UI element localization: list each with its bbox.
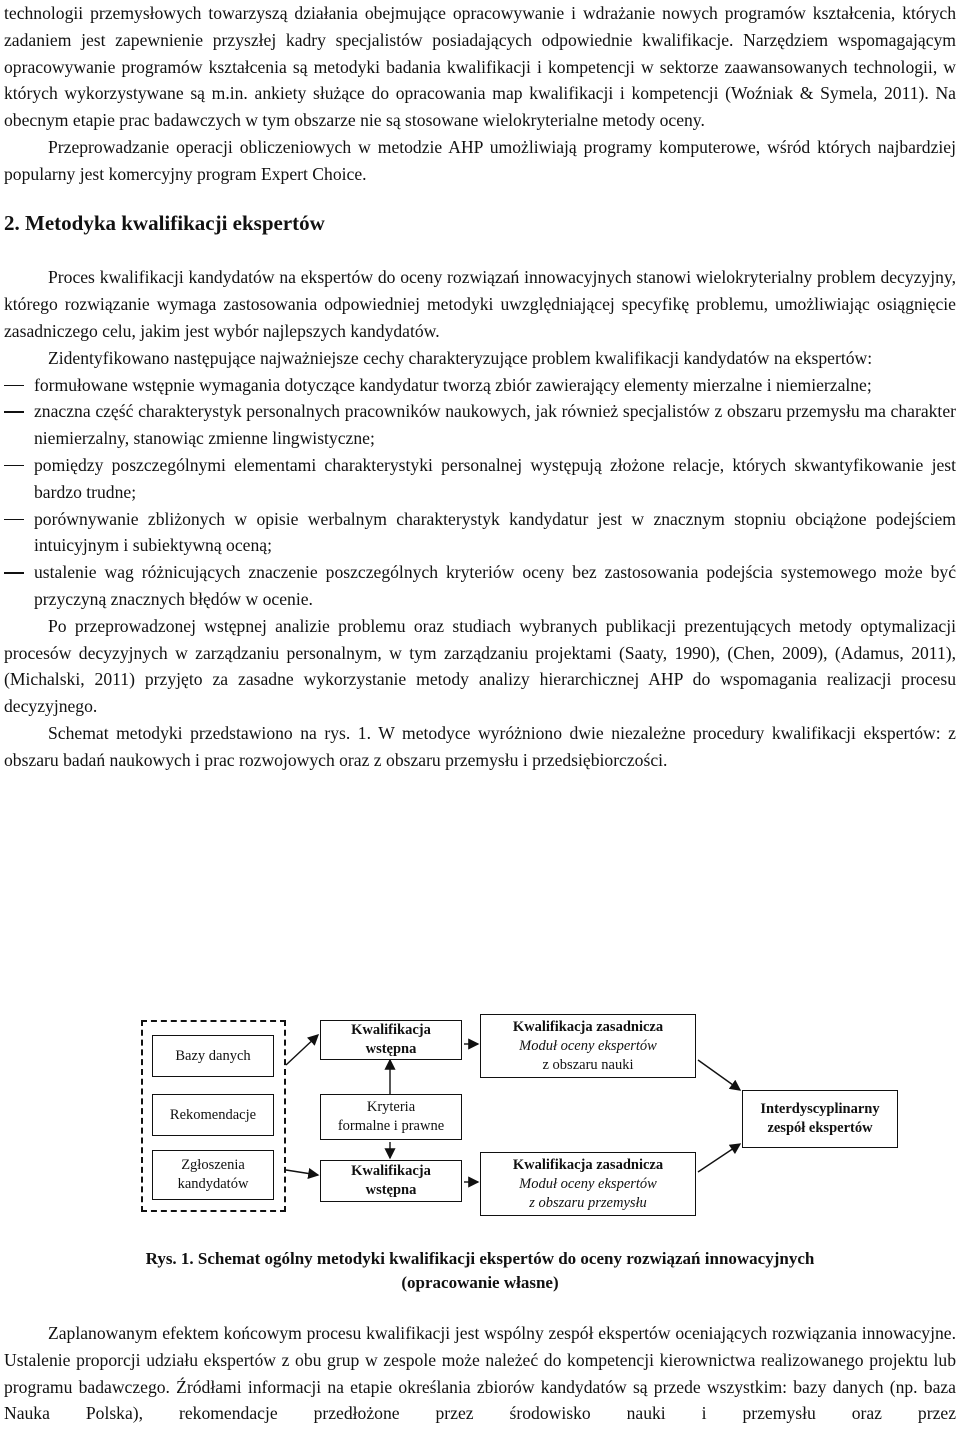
- box-kryteria: [320, 1094, 462, 1140]
- box-label: Kwalifikacja: [351, 1022, 431, 1038]
- box-label: Rekomendacje: [169, 1106, 257, 1123]
- box-zespol-ekspertow: [742, 1090, 898, 1148]
- box-title: Kwalifikacja zasadnicza: [512, 1018, 664, 1035]
- box-subtitle: Moduł oceny ekspertów: [519, 1175, 657, 1192]
- paragraph-po: Po przeprowadzonej wstępnej analizie problemu oraz studiach wybranych publikacji prezentujących metody optymalizacji procesów decyzyjnych w zarządzaniu personalnym, w tym zarządzaniu projektami (Saaty, 1990), (Chen, 2009), (Adamus, 2011), (Michalski, 2011) przyjęto za zasadne wykorzystanie metody analizy hierarchicznej AHP do wspomagania realizacji procesu decyzyjnego.: [4, 615, 956, 717]
- box-label: Interdyscyplinarny: [760, 1101, 880, 1117]
- box-subtitle: Moduł oceny ekspertów: [519, 1037, 657, 1054]
- box-label: Kwalifikacja: [351, 1163, 431, 1179]
- paragraph-ahp: Przeprowadzanie operacji obliczeniowych w metodzie AHP umożliwiają programy komputerowe, wśród których najbardziej popularny jest komercyjny program Expert Choice.: [4, 136, 956, 184]
- box-title: Kwalifikacja zasadnicza: [512, 1156, 664, 1173]
- box-subtitle: z obszaru nauki: [542, 1056, 634, 1073]
- paragraph-intro: technologii przemysłowych towarzyszą działania obejmujące opracowywanie i wdrażanie nowych programów kształcenia, których zadaniem jest zapewnienie przyszłej kadry specjalistów posiadających odpowiednie kwalifikacje. Narzędziem wspomagającym opracowywanie programów kształcenia są metodyki badania kwalifikacji i kompetencji w sektorze zaawansowanych technologii, w których wykorzystywane są m.in. ankiety służące do opracowania map kwalifikacji i kompetencji (Woźniak & Symela, 2011). Na obecnym etapie prac badawczych w tym obszarze nie są stosowane wielokryterialne metody oceny.: [4, 3, 956, 131]
- list-item: znaczna część charakterystyk personalnych pracowników naukowych, jak również specjalistów z obszaru przemysłu ma charakter niemierzalny, stanowiąc zmienne lingwistyczne;: [4, 398, 956, 452]
- box-label: Zgłoszenia: [181, 1157, 245, 1173]
- box-label: wstępna: [365, 1182, 417, 1198]
- arrow-to-wstepna-top: [286, 1035, 318, 1065]
- list-item: porównywanie zbliżonych w opisie werbalnym charakterystyk kandydatur jest w znacznym stopniu obciążone podejściem intuicyjnym i subiektywną oceną;: [4, 506, 956, 560]
- box-kwalifikacja-zasadnicza-przemysl: [480, 1152, 696, 1216]
- list-item: pomiędzy poszczególnymi elementami charakterystyki personalnej występują złożone relacje, których skwantyfikowanie jest bardzo trudne;: [4, 452, 956, 506]
- list-item: formułowane wstępnie wymagania dotyczące kandydatur tworzą zbiór zawierający elementy mierzalne i niemierzalne;: [4, 372, 956, 399]
- box-kwalifikacja-zasadnicza-nauka: [480, 1014, 696, 1078]
- box-zgloszenia: [152, 1150, 274, 1200]
- paragraph-cechy: Zidentyfikowano następujące najważniejsze cechy charakteryzujące problem kwalifikacji kandydatów na ekspertów:: [48, 347, 873, 368]
- list-item: ustalenie wag różnicujących znaczenie poszczególnych kryteriów oceny bez zastosowania podejścia systemowego może być przyczyną znacznych błędów w ocenie.: [4, 559, 956, 613]
- article-body-continued: [4, 1320, 956, 1427]
- paragraph-final: Zaplanowanym efektem końcowym procesu kwalifikacji jest wspólny zespół ekspertów oceniających rozwiązania innowacyjne. Ustalenie proporcji udziału ekspertów z obu grup w zespole może należeć do kompetencji kierownictwa realizowanego projektu lub programu badawczego. Źródłami informacji na etapie określania zbiorów kandydatów są przede wszystkim: bazy danych (np. baza Nauka Polska), rekomendacje przedłożone przez środowisko nauki i przemysłu oraz przez: [4, 1323, 956, 1424]
- box-subtitle: z obszaru przemysłu: [529, 1194, 647, 1211]
- box-rekomendacje: [152, 1094, 274, 1136]
- arrow-bottom-to-zespol: [698, 1144, 740, 1172]
- box-label: kandydatów: [177, 1176, 249, 1192]
- box-bazy-danych: [152, 1035, 274, 1077]
- box-label: Kryteria: [366, 1099, 416, 1115]
- box-label: zespół ekspertów: [767, 1120, 873, 1136]
- paragraph-schemat: Schemat metodyki przedstawiono na rys. 1. W metodyce wyróżniono dwie niezależne procedury kwalifikacji ekspertów: z obszaru badań naukowych i prac rozwojowych oraz z obszaru przemysłu i przedsiębiorczości.: [4, 722, 956, 770]
- box-label: formalne i prawne: [337, 1118, 445, 1134]
- paragraph-proces: Proces kwalifikacji kandydatów na ekspertów do oceny rozwiązań innowacyjnych stanowi wielokryterialny problem decyzyjny, którego rozwiązanie wymaga zastosowania odpowiedniej metodyki uwzględniającej specyfikę problemu, umożliwiając osiągnięcie zasadniczego celu, jakim jest wybór najlepszych kandydatów.: [4, 267, 956, 341]
- figure-caption: [4, 1247, 956, 1295]
- box-label: Bazy danych: [175, 1047, 251, 1064]
- box-kwalifikacja-wstepna-top: [320, 1020, 462, 1060]
- methodology-diagram: [0, 1010, 960, 1220]
- section-heading: 2. Metodyka kwalifikacji ekspertów: [4, 210, 325, 235]
- features-list: [4, 372, 956, 613]
- arrow-top-to-zespol: [698, 1060, 740, 1090]
- article-body: [4, 0, 956, 774]
- arrow-to-wstepna-bottom: [286, 1170, 318, 1175]
- box-kwalifikacja-wstepna-bottom: [320, 1160, 462, 1202]
- box-label: wstępna: [365, 1041, 417, 1057]
- caption-line: (opracowanie własne): [401, 1273, 559, 1292]
- caption-line: Rys. 1. Schemat ogólny metodyki kwalifikacji ekspertów do oceny rozwiązań innowacyjnych: [145, 1249, 815, 1268]
